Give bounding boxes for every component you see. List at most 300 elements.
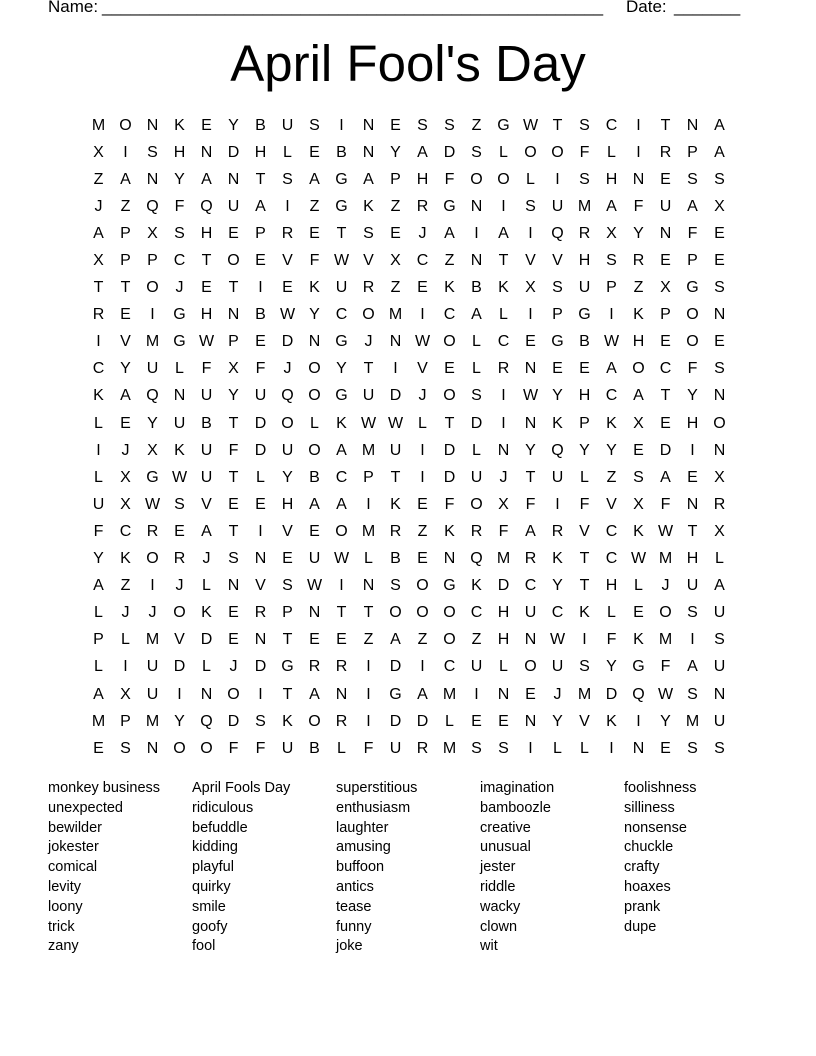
grid-letter[interactable]: E <box>390 224 401 242</box>
grid-letter[interactable]: B <box>471 279 482 297</box>
grid-letter[interactable]: H <box>578 387 591 405</box>
grid-letter[interactable]: C <box>335 306 348 324</box>
grid-letter[interactable]: L <box>364 550 373 568</box>
grid-letter[interactable]: J <box>553 685 562 703</box>
grid-letter[interactable]: J <box>229 658 238 676</box>
grid-letter[interactable]: I <box>123 143 128 161</box>
grid-letter[interactable]: L <box>715 550 724 568</box>
grid-letter[interactable]: Q <box>281 387 294 405</box>
grid-letter[interactable]: G <box>686 279 699 297</box>
grid-letter[interactable]: N <box>713 387 726 405</box>
grid-letter[interactable]: H <box>497 604 510 622</box>
grid-letter[interactable]: O <box>308 712 321 730</box>
grid-letter[interactable]: M <box>388 306 403 324</box>
grid-letter[interactable]: D <box>389 658 402 676</box>
grid-letter[interactable]: F <box>228 441 239 459</box>
grid-letter[interactable]: L <box>94 658 103 676</box>
grid-letter[interactable]: V <box>363 252 374 270</box>
grid-letter[interactable]: S <box>579 658 590 676</box>
grid-letter[interactable]: E <box>417 550 428 568</box>
grid-letter[interactable]: E <box>228 604 239 622</box>
grid-letter[interactable]: E <box>633 604 644 622</box>
grid-letter[interactable]: S <box>714 279 725 297</box>
grid-letter[interactable]: N <box>227 577 240 595</box>
grid-letter[interactable]: Z <box>309 197 320 215</box>
grid-letter[interactable]: O <box>524 658 537 676</box>
grid-letter[interactable]: I <box>177 685 182 703</box>
grid-letter[interactable]: N <box>335 685 348 703</box>
grid-letter[interactable]: M <box>442 685 457 703</box>
grid-letter[interactable]: N <box>524 360 537 378</box>
grid-letter[interactable]: T <box>390 468 401 486</box>
grid-letter[interactable]: Z <box>606 468 617 486</box>
grid-letter[interactable]: E <box>687 468 698 486</box>
grid-letter[interactable]: A <box>417 143 428 161</box>
grid-letter[interactable]: N <box>308 333 321 351</box>
grid-letter[interactable]: X <box>120 468 131 486</box>
grid-letter[interactable]: W <box>657 685 674 703</box>
grid-letter[interactable]: U <box>389 739 402 757</box>
grid-letter[interactable]: S <box>687 685 698 703</box>
grid-letter[interactable]: K <box>444 279 455 297</box>
grid-letter[interactable]: A <box>444 224 455 242</box>
grid-letter[interactable]: G <box>389 685 402 703</box>
grid-letter[interactable]: I <box>609 306 614 324</box>
grid-letter[interactable]: X <box>606 224 617 242</box>
grid-letter[interactable]: N <box>632 170 645 188</box>
grid-letter[interactable]: X <box>714 197 725 215</box>
grid-letter[interactable]: W <box>306 577 323 595</box>
grid-letter[interactable]: Y <box>552 387 563 405</box>
grid-letter[interactable]: L <box>607 604 616 622</box>
grid-letter[interactable]: I <box>528 739 533 757</box>
grid-letter[interactable]: Q <box>200 712 213 730</box>
grid-letter[interactable]: N <box>443 550 456 568</box>
grid-letter[interactable]: Q <box>470 550 483 568</box>
grid-letter[interactable]: O <box>443 604 456 622</box>
grid-letter[interactable]: N <box>470 252 483 270</box>
grid-letter[interactable]: U <box>713 712 726 730</box>
grid-letter[interactable]: S <box>498 739 509 757</box>
grid-letter[interactable]: Q <box>632 685 645 703</box>
grid-letter[interactable]: U <box>470 658 483 676</box>
grid-letter[interactable]: I <box>690 441 695 459</box>
grid-letter[interactable]: P <box>687 143 698 161</box>
grid-letter[interactable]: O <box>335 522 348 540</box>
grid-letter[interactable]: O <box>200 739 213 757</box>
grid-letter[interactable]: R <box>551 522 564 540</box>
grid-letter[interactable]: A <box>714 577 725 595</box>
grid-letter[interactable]: T <box>336 224 347 242</box>
grid-letter[interactable]: E <box>201 279 212 297</box>
grid-letter[interactable]: E <box>660 739 671 757</box>
grid-letter[interactable]: N <box>389 333 402 351</box>
grid-letter[interactable]: B <box>309 468 320 486</box>
grid-letter[interactable]: U <box>524 604 537 622</box>
grid-letter[interactable]: Q <box>200 197 213 215</box>
grid-letter[interactable]: K <box>174 116 185 134</box>
grid-letter[interactable]: R <box>308 658 321 676</box>
grid-letter[interactable]: W <box>333 252 350 270</box>
grid-letter[interactable]: Y <box>228 116 239 134</box>
grid-letter[interactable]: X <box>120 495 131 513</box>
grid-letter[interactable]: A <box>255 197 266 215</box>
grid-letter[interactable]: N <box>146 116 159 134</box>
grid-letter[interactable]: C <box>470 604 483 622</box>
grid-letter[interactable]: I <box>366 658 371 676</box>
grid-letter[interactable]: U <box>281 739 294 757</box>
grid-letter[interactable]: Z <box>390 197 401 215</box>
grid-letter[interactable]: X <box>498 495 509 513</box>
grid-letter[interactable]: R <box>92 306 105 324</box>
grid-letter[interactable]: U <box>308 550 321 568</box>
grid-letter[interactable]: R <box>578 224 591 242</box>
grid-letter[interactable]: J <box>418 224 427 242</box>
grid-letter[interactable]: A <box>687 197 698 215</box>
grid-letter[interactable]: C <box>92 360 105 378</box>
grid-letter[interactable]: S <box>147 143 158 161</box>
grid-letter[interactable]: X <box>93 143 104 161</box>
grid-letter[interactable]: R <box>497 360 510 378</box>
grid-letter[interactable]: U <box>713 658 726 676</box>
grid-letter[interactable]: J <box>283 360 292 378</box>
grid-letter[interactable]: X <box>390 252 401 270</box>
grid-letter[interactable]: C <box>524 577 537 595</box>
grid-letter[interactable]: N <box>227 170 240 188</box>
grid-letter[interactable]: K <box>552 550 563 568</box>
grid-letter[interactable]: E <box>255 252 266 270</box>
grid-letter[interactable]: Y <box>282 468 293 486</box>
grid-letter[interactable]: L <box>175 360 184 378</box>
grid-letter[interactable]: M <box>577 197 592 215</box>
grid-letter[interactable]: A <box>336 495 347 513</box>
grid-letter[interactable]: I <box>366 712 371 730</box>
grid-letter[interactable]: L <box>256 468 265 486</box>
grid-letter[interactable]: G <box>335 197 348 215</box>
grid-letter[interactable]: E <box>174 522 185 540</box>
grid-letter[interactable]: I <box>636 116 641 134</box>
grid-letter[interactable]: I <box>123 658 128 676</box>
grid-letter[interactable]: Z <box>444 252 455 270</box>
grid-letter[interactable]: L <box>337 739 346 757</box>
grid-letter[interactable]: X <box>633 495 644 513</box>
grid-letter[interactable]: T <box>363 360 374 378</box>
grid-letter[interactable]: E <box>633 441 644 459</box>
grid-letter[interactable]: W <box>657 522 674 540</box>
grid-letter[interactable]: O <box>119 116 132 134</box>
grid-letter[interactable]: O <box>470 170 483 188</box>
grid-letter[interactable]: S <box>633 468 644 486</box>
grid-letter[interactable]: D <box>173 658 186 676</box>
grid-letter[interactable]: D <box>470 414 483 432</box>
grid-letter[interactable]: C <box>659 360 672 378</box>
grid-letter[interactable]: U <box>200 387 213 405</box>
grid-letter[interactable]: H <box>497 631 510 649</box>
grid-letter[interactable]: X <box>228 360 239 378</box>
grid-letter[interactable]: D <box>254 414 267 432</box>
grid-letter[interactable]: C <box>605 116 618 134</box>
grid-letter[interactable]: P <box>579 414 590 432</box>
grid-letter[interactable]: S <box>282 577 293 595</box>
grid-letter[interactable]: O <box>389 604 402 622</box>
grid-letter[interactable]: J <box>121 604 130 622</box>
grid-letter[interactable]: S <box>255 712 266 730</box>
grid-letter[interactable]: N <box>524 414 537 432</box>
grid-letter[interactable]: Y <box>552 577 563 595</box>
grid-letter[interactable]: K <box>633 306 644 324</box>
grid-letter[interactable]: X <box>147 224 158 242</box>
grid-letter[interactable]: I <box>393 360 398 378</box>
grid-letter[interactable]: R <box>524 550 537 568</box>
grid-letter[interactable]: A <box>606 360 617 378</box>
grid-letter[interactable]: M <box>145 333 160 351</box>
grid-letter[interactable]: S <box>579 116 590 134</box>
grid-letter[interactable]: G <box>443 197 456 215</box>
grid-letter[interactable]: O <box>443 631 456 649</box>
grid-letter[interactable]: A <box>201 170 212 188</box>
grid-letter[interactable]: L <box>445 712 454 730</box>
grid-letter[interactable]: Z <box>471 631 482 649</box>
grid-letter[interactable]: T <box>687 522 698 540</box>
grid-letter[interactable]: P <box>606 279 617 297</box>
grid-letter[interactable]: X <box>714 468 725 486</box>
grid-letter[interactable]: Y <box>228 387 239 405</box>
grid-letter[interactable]: U <box>92 495 105 513</box>
grid-letter[interactable]: V <box>579 712 590 730</box>
grid-letter[interactable]: L <box>607 143 616 161</box>
grid-letter[interactable]: R <box>281 224 294 242</box>
grid-letter[interactable]: A <box>120 387 131 405</box>
grid-letter[interactable]: C <box>119 522 132 540</box>
grid-letter[interactable]: I <box>501 414 506 432</box>
grid-letter[interactable]: J <box>364 333 373 351</box>
grid-letter[interactable]: S <box>390 577 401 595</box>
grid-letter[interactable]: T <box>363 604 374 622</box>
grid-letter[interactable]: E <box>309 224 320 242</box>
grid-letter[interactable]: T <box>336 604 347 622</box>
grid-letter[interactable]: V <box>201 495 212 513</box>
grid-letter[interactable]: Y <box>606 441 617 459</box>
grid-letter[interactable]: F <box>93 522 104 540</box>
grid-letter[interactable]: A <box>309 685 320 703</box>
grid-letter[interactable]: I <box>150 577 155 595</box>
grid-letter[interactable]: O <box>686 306 699 324</box>
grid-letter[interactable]: I <box>582 631 587 649</box>
grid-letter[interactable]: A <box>417 685 428 703</box>
grid-letter[interactable]: J <box>418 387 427 405</box>
grid-letter[interactable]: D <box>254 658 267 676</box>
grid-letter[interactable]: R <box>173 550 186 568</box>
grid-letter[interactable]: T <box>282 631 293 649</box>
grid-letter[interactable]: T <box>660 116 671 134</box>
grid-letter[interactable]: G <box>173 333 186 351</box>
grid-letter[interactable]: D <box>443 468 456 486</box>
grid-letter[interactable]: X <box>633 414 644 432</box>
grid-letter[interactable]: A <box>93 577 104 595</box>
grid-letter[interactable]: S <box>228 550 239 568</box>
grid-letter[interactable]: F <box>228 739 239 757</box>
grid-letter[interactable]: K <box>282 712 293 730</box>
grid-letter[interactable]: A <box>390 631 401 649</box>
grid-letter[interactable]: I <box>420 306 425 324</box>
grid-letter[interactable]: L <box>580 739 589 757</box>
grid-letter[interactable]: K <box>633 631 644 649</box>
grid-letter[interactable]: J <box>175 279 184 297</box>
grid-letter[interactable]: N <box>146 170 159 188</box>
grid-letter[interactable]: M <box>658 550 673 568</box>
grid-letter[interactable]: R <box>470 522 483 540</box>
grid-letter[interactable]: P <box>93 631 104 649</box>
grid-letter[interactable]: O <box>281 414 294 432</box>
grid-letter[interactable]: R <box>416 197 429 215</box>
grid-letter[interactable]: L <box>634 577 643 595</box>
grid-letter[interactable]: C <box>605 387 618 405</box>
grid-letter[interactable]: A <box>309 495 320 513</box>
grid-letter[interactable]: D <box>227 712 240 730</box>
grid-letter[interactable]: J <box>661 577 670 595</box>
grid-letter[interactable]: S <box>363 224 374 242</box>
grid-letter[interactable]: M <box>442 739 457 757</box>
grid-letter[interactable]: B <box>201 414 212 432</box>
grid-letter[interactable]: N <box>362 577 375 595</box>
grid-letter[interactable]: U <box>146 685 159 703</box>
grid-letter[interactable]: F <box>309 252 320 270</box>
grid-letter[interactable]: U <box>227 197 240 215</box>
grid-letter[interactable]: D <box>659 441 672 459</box>
grid-letter[interactable]: W <box>549 631 566 649</box>
grid-letter[interactable]: W <box>171 468 188 486</box>
grid-letter[interactable]: E <box>228 631 239 649</box>
grid-letter[interactable]: N <box>362 143 375 161</box>
grid-letter[interactable]: Y <box>174 170 185 188</box>
grid-letter[interactable]: I <box>528 224 533 242</box>
grid-letter[interactable]: F <box>255 360 266 378</box>
grid-letter[interactable]: Z <box>363 631 374 649</box>
grid-letter[interactable]: H <box>200 306 213 324</box>
grid-letter[interactable]: A <box>525 522 536 540</box>
grid-letter[interactable]: V <box>606 495 617 513</box>
grid-letter[interactable]: A <box>201 522 212 540</box>
grid-letter[interactable]: D <box>416 712 429 730</box>
grid-letter[interactable]: K <box>120 550 131 568</box>
grid-letter[interactable]: U <box>146 658 159 676</box>
grid-letter[interactable]: E <box>579 360 590 378</box>
grid-letter[interactable]: F <box>444 495 455 513</box>
grid-letter[interactable]: F <box>579 495 590 513</box>
grid-letter[interactable]: A <box>363 170 374 188</box>
grid-letter[interactable]: T <box>660 387 671 405</box>
grid-letter[interactable]: S <box>471 143 482 161</box>
grid-letter[interactable]: K <box>174 441 185 459</box>
grid-letter[interactable]: U <box>335 279 348 297</box>
grid-letter[interactable]: O <box>173 604 186 622</box>
grid-letter[interactable]: E <box>255 333 266 351</box>
grid-letter[interactable]: W <box>279 306 296 324</box>
grid-letter[interactable]: Y <box>147 414 158 432</box>
grid-letter[interactable]: D <box>443 441 456 459</box>
grid-letter[interactable]: H <box>281 495 294 513</box>
grid-letter[interactable]: O <box>362 306 375 324</box>
grid-letter[interactable]: O <box>146 550 159 568</box>
grid-letter[interactable]: Z <box>120 197 131 215</box>
grid-letter[interactable]: Z <box>471 116 482 134</box>
grid-letter[interactable]: K <box>606 712 617 730</box>
grid-letter[interactable]: A <box>714 143 725 161</box>
grid-letter[interactable]: U <box>362 387 375 405</box>
grid-letter[interactable]: F <box>579 143 590 161</box>
grid-letter[interactable]: L <box>499 658 508 676</box>
grid-letter[interactable]: E <box>714 333 725 351</box>
grid-letter[interactable]: T <box>201 252 212 270</box>
grid-letter[interactable]: E <box>390 116 401 134</box>
grid-letter[interactable]: Y <box>93 550 104 568</box>
name-field[interactable]: _____________________________________________________ <box>102 0 604 16</box>
grid-letter[interactable]: N <box>254 631 267 649</box>
grid-letter[interactable]: R <box>713 495 726 513</box>
grid-letter[interactable]: N <box>200 685 213 703</box>
grid-letter[interactable]: U <box>281 116 294 134</box>
grid-letter[interactable]: E <box>498 712 509 730</box>
grid-letter[interactable]: M <box>361 441 376 459</box>
grid-letter[interactable]: T <box>120 279 131 297</box>
grid-letter[interactable]: N <box>308 604 321 622</box>
grid-letter[interactable]: U <box>281 441 294 459</box>
grid-letter[interactable]: S <box>687 170 698 188</box>
grid-letter[interactable]: S <box>579 170 590 188</box>
grid-letter[interactable]: T <box>228 279 239 297</box>
grid-letter[interactable]: I <box>420 468 425 486</box>
grid-letter[interactable]: O <box>713 414 726 432</box>
grid-letter[interactable]: V <box>579 522 590 540</box>
grid-letter[interactable]: T <box>228 414 239 432</box>
grid-letter[interactable]: E <box>120 306 131 324</box>
grid-letter[interactable]: U <box>389 441 402 459</box>
grid-letter[interactable]: Z <box>390 279 401 297</box>
grid-letter[interactable]: O <box>443 387 456 405</box>
grid-letter[interactable]: P <box>120 712 131 730</box>
grid-letter[interactable]: S <box>444 116 455 134</box>
grid-letter[interactable]: L <box>526 170 535 188</box>
grid-letter[interactable]: I <box>150 306 155 324</box>
grid-letter[interactable]: D <box>227 143 240 161</box>
grid-letter[interactable]: I <box>96 441 101 459</box>
grid-letter[interactable]: O <box>308 387 321 405</box>
grid-letter[interactable]: S <box>174 495 185 513</box>
grid-letter[interactable]: U <box>578 279 591 297</box>
grid-letter[interactable]: P <box>660 306 671 324</box>
grid-letter[interactable]: F <box>660 495 671 513</box>
grid-letter[interactable]: Y <box>606 658 617 676</box>
grid-letter[interactable]: S <box>606 252 617 270</box>
grid-letter[interactable]: S <box>471 387 482 405</box>
grid-letter[interactable]: L <box>499 306 508 324</box>
grid-letter[interactable]: R <box>146 522 159 540</box>
grid-letter[interactable]: O <box>632 360 645 378</box>
grid-letter[interactable]: D <box>605 685 618 703</box>
grid-letter[interactable]: V <box>282 252 293 270</box>
grid-letter[interactable]: T <box>228 468 239 486</box>
grid-letter[interactable]: Q <box>146 197 159 215</box>
grid-letter[interactable]: C <box>173 252 186 270</box>
grid-letter[interactable]: Y <box>579 441 590 459</box>
grid-letter[interactable]: A <box>606 197 617 215</box>
grid-letter[interactable]: U <box>686 577 699 595</box>
grid-letter[interactable]: I <box>474 685 479 703</box>
grid-letter[interactable]: Q <box>551 441 564 459</box>
grid-letter[interactable]: N <box>200 143 213 161</box>
grid-letter[interactable]: E <box>660 252 671 270</box>
grid-letter[interactable]: N <box>227 306 240 324</box>
